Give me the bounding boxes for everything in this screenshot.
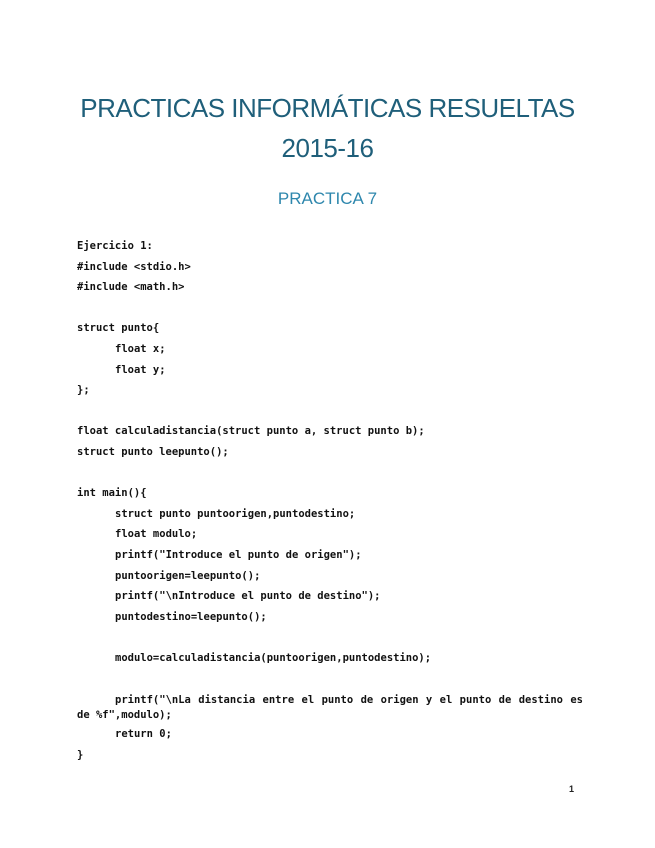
code-blank-line xyxy=(77,463,583,484)
code-listing xyxy=(77,236,590,765)
code-line: printf("\nIntroduce el punto de destino"); xyxy=(115,590,381,603)
code-line: #include <math.h> xyxy=(77,281,185,294)
code-line: printf("\nLa distancia entre el punto de origen y el punto de destino es de %f",modulo); xyxy=(77,694,590,721)
code-blank-line xyxy=(77,401,583,422)
code-line: } xyxy=(77,748,84,761)
code-blank-line xyxy=(77,298,583,319)
code-line: float y; xyxy=(115,363,166,376)
code-line: Ejercicio 1: xyxy=(77,240,153,252)
code-line: float calculadistancia(struct punto a, struct punto b); xyxy=(77,425,425,438)
practice-heading: PRACTICA 7 xyxy=(277,189,378,208)
code-line: struct punto leepunto(); xyxy=(77,445,229,458)
document-title-line-1: PRACTICAS INFORMÁTICAS RESUELTAS xyxy=(80,93,575,123)
code-line: float x; xyxy=(115,342,166,355)
code-line: struct punto{ xyxy=(77,322,160,335)
code-line: }; xyxy=(77,384,90,397)
code-line: modulo=calculadistancia(puntoorigen,puntodestino); xyxy=(115,651,432,664)
code-blank-line xyxy=(77,627,583,648)
code-line: #include <stdio.h> xyxy=(77,260,191,273)
code-line: return 0; xyxy=(115,728,172,741)
code-line: int main(){ xyxy=(77,487,147,500)
code-blank-line xyxy=(77,668,583,689)
code-line: printf("Introduce el punto de origen"); xyxy=(115,548,362,561)
code-line: struct punto puntoorigen,puntodestino; xyxy=(115,507,356,520)
code-line: float modulo; xyxy=(115,528,198,541)
document-title-line-2: 2015-16 xyxy=(281,133,374,163)
code-line: puntoorigen=leepunto(); xyxy=(115,569,261,582)
page-number: 1 xyxy=(569,784,575,794)
code-line: puntodestino=leepunto(); xyxy=(115,610,267,623)
